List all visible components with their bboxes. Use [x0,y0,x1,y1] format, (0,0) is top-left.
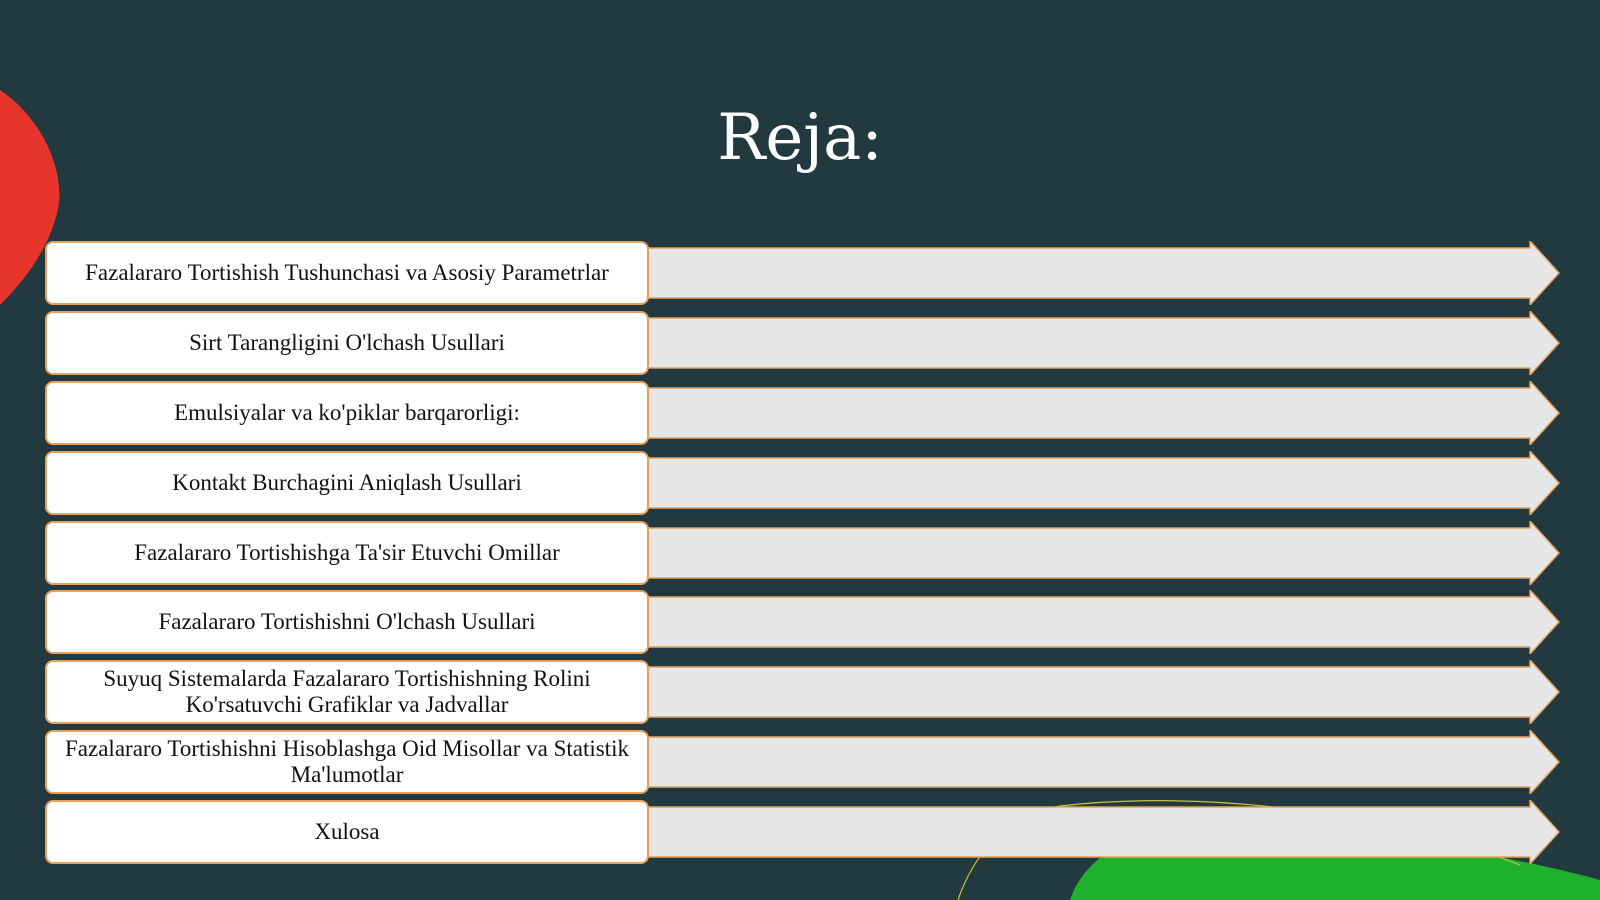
agenda-item-label: Sirt Tarangligini O'lchash Usullari [45,311,649,375]
agenda-item [45,381,1560,445]
agenda-item [45,800,1560,864]
agenda-item [45,311,1560,375]
agenda-item-label: Fazalararo Tortishish Tushunchasi va Asosiy Parametrlar [45,241,649,305]
agenda-item [45,660,1560,724]
agenda-item-label: Emulsiyalar va ko'piklar barqarorligi: [45,381,649,445]
agenda-item [45,521,1560,585]
agenda-item-label: Fazalararo Tortishishga Ta'sir Etuvchi Omillar [45,521,649,585]
agenda-item-label: Fazalararo Tortishishni Hisoblashga Oid Misollar va Statistik Ma'lumotlar [45,730,649,794]
agenda-item [45,241,1560,305]
agenda-item-label: Suyuq Sistemalarda Fazalararo Tortishishning Rolini Ko'rsatuvchi Grafiklar va Jadvallar [45,660,649,724]
agenda-item-label: Xulosa [45,800,649,864]
agenda-item-label: Fazalararo Tortishishni O'lchash Usullari [45,590,649,654]
agenda-item [45,730,1560,794]
agenda-item-label: Kontakt Burchagini Aniqlash Usullari [45,451,649,515]
slide-title: Reja: [717,101,883,175]
agenda-item [45,590,1560,654]
agenda-item [45,451,1560,515]
